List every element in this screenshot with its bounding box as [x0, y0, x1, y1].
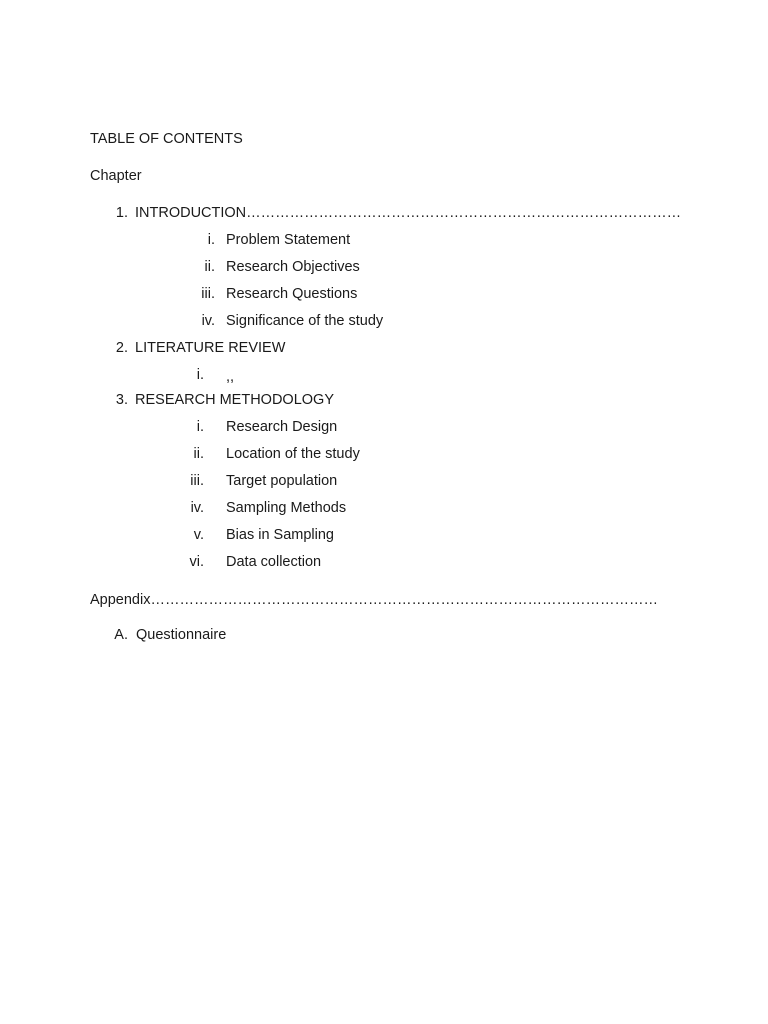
chapter-title-literature-review [135, 339, 285, 357]
item-number: i. [196, 367, 204, 383]
item-number: v. [193, 527, 204, 543]
chapter-title-text: INTRODUCTION [135, 205, 247, 221]
item-number: ii. [204, 259, 215, 275]
item-number: i. [196, 419, 204, 435]
toc-title: TABLE OF CONTENTS [90, 131, 243, 147]
toc-item: ,, [226, 369, 235, 385]
item-number: iii. [190, 473, 204, 489]
item-number: i. [207, 232, 215, 248]
appendix-heading [90, 591, 658, 609]
chapter-title-text: LITERATURE REVIEW [135, 340, 286, 356]
toc-item: Research Design [226, 419, 338, 435]
item-number: iv. [190, 500, 204, 516]
chapter-label: Chapter [90, 168, 142, 184]
item-number: iii. [201, 286, 215, 302]
chapter-title-research-methodology [135, 391, 334, 409]
toc-item: Target population [226, 473, 338, 489]
item-number: ii. [193, 446, 204, 462]
toc-item: Research Questions [226, 286, 358, 302]
item-number: A. [114, 627, 128, 643]
toc-item: Research Objectives [226, 259, 360, 275]
chapter-title-text: RESEARCH METHODOLOGY [135, 392, 334, 408]
toc-item: Data collection [226, 554, 322, 570]
chapter-number: 2. [115, 340, 128, 356]
toc-item: Questionnaire [136, 627, 227, 643]
item-number: iv. [201, 313, 215, 329]
chapter-number: 1. [115, 205, 128, 221]
toc-item: Bias in Sampling [226, 527, 334, 543]
dot-leader: ……………………………………………………………………………… [246, 205, 682, 221]
chapter-number: 3. [115, 392, 128, 408]
chapter-title-introduction [135, 204, 681, 222]
toc-item: Sampling Methods [226, 500, 347, 516]
toc-item: Significance of the study [226, 313, 384, 329]
toc-item: Location of the study [226, 446, 360, 462]
item-number: vi. [189, 554, 204, 570]
toc-item: Problem Statement [226, 232, 351, 248]
appendix-title: Appendix [90, 592, 151, 608]
dot-leader: …………………………………………………………………………………………… [150, 592, 658, 608]
